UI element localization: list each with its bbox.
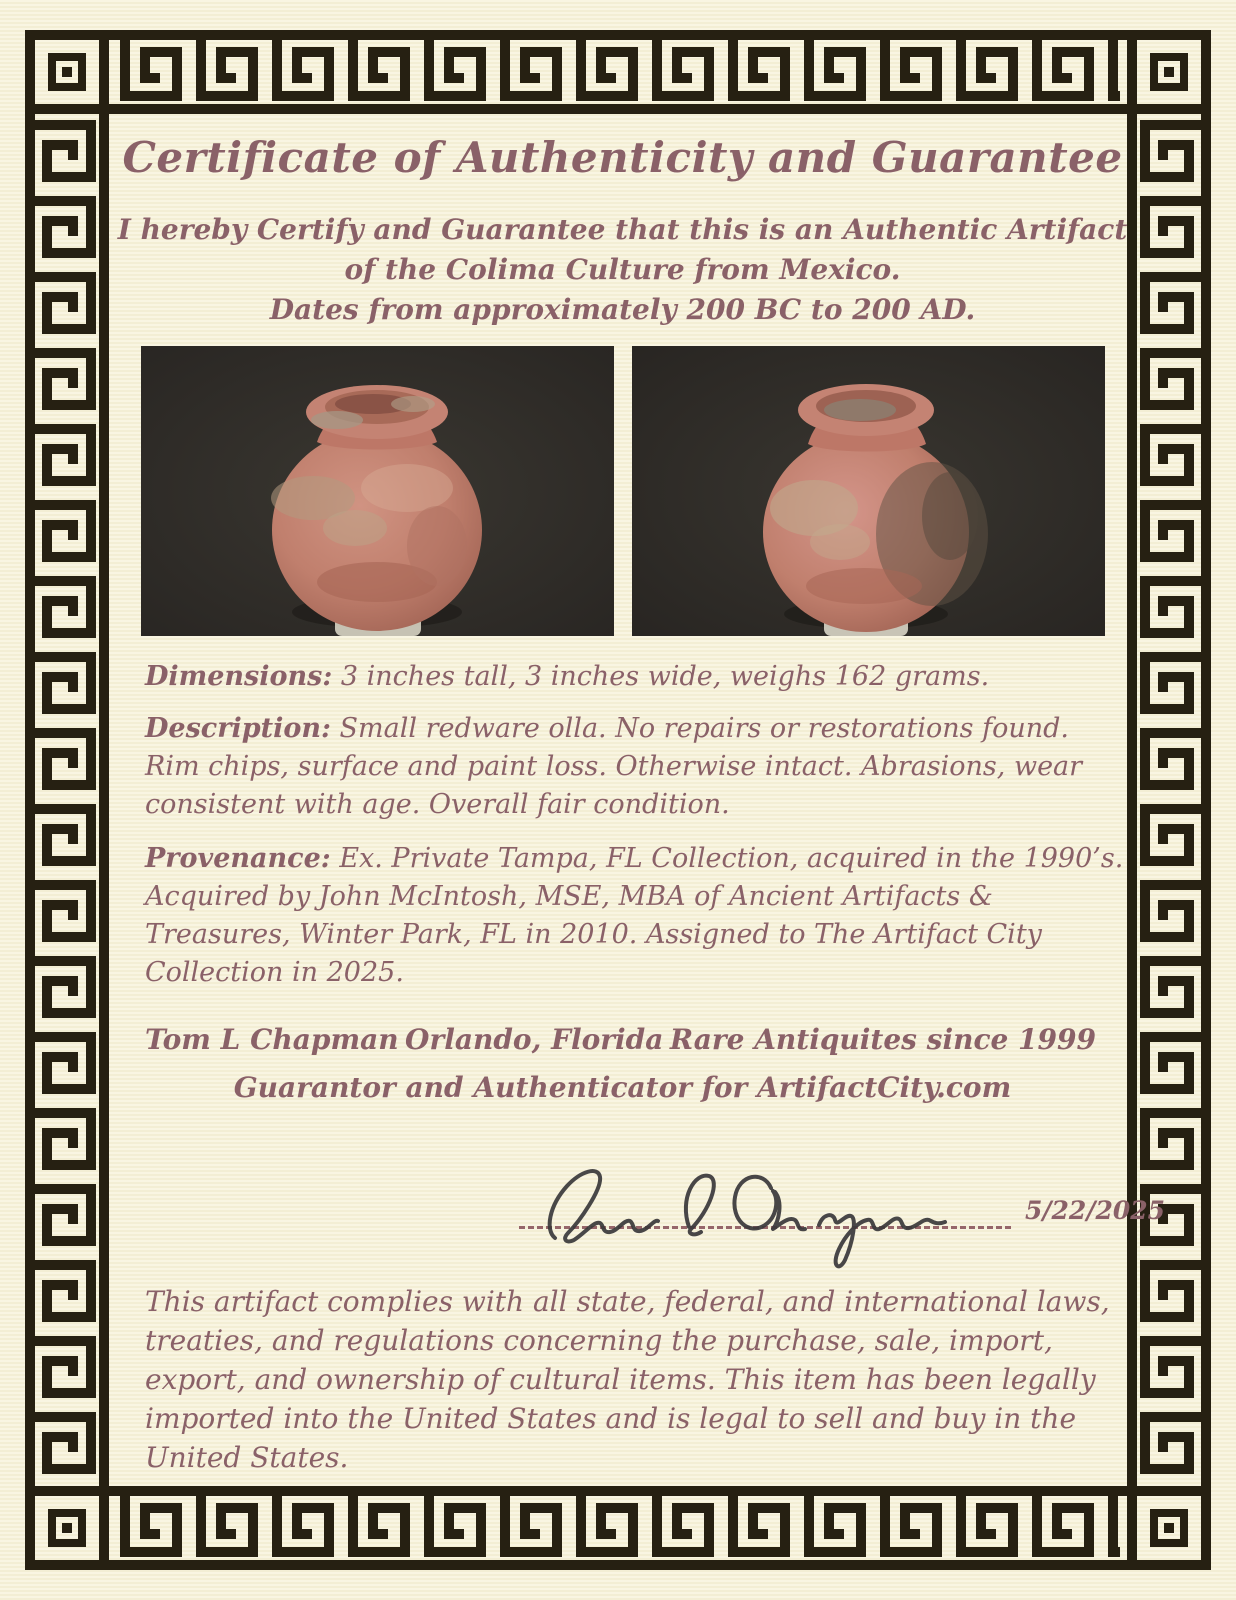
artifact-photo-front — [141, 346, 614, 636]
description-label: Description: — [145, 713, 331, 744]
signature-block — [109, 1134, 1166, 1274]
certificate-content — [109, 114, 1166, 1490]
corner-square-bottom-left — [30, 1491, 104, 1565]
provenance-paragraph — [145, 840, 1124, 992]
description-text: Small redware olla. No repairs or restorations found. Rim chips, surface and paint loss. Otherwise intact. Abrasions, wear consistent with age. Overall fair condition. — [145, 713, 1083, 820]
provenance-text: Ex. Private Tampa, FL Collection, acquired in the 1990’s. Acquired by John McIntosh, MSE, MBA of Ancient Artifacts & Treasures, Winter Park, FL in 2010. Assigned to The Artifact City Collection in 2025. — [145, 843, 1124, 988]
corner-square-bottom-right — [1132, 1491, 1206, 1565]
statement-line-3: Dates from approximately 200 BC to 200 AD. — [269, 293, 976, 326]
dimensions-label: Dimensions: — [145, 661, 333, 692]
statement-line-2: of the Colima Culture from Mexico. — [344, 253, 901, 286]
certification-statement — [109, 210, 1136, 330]
description-paragraph — [145, 710, 1124, 824]
certificate-title: Certificate of Authenticity and Guarantee — [122, 133, 1123, 182]
signatory-tagline: Rare Antiquites since 1999 — [669, 1023, 1096, 1056]
dimensions-line — [145, 658, 1124, 696]
meander-strip-right — [1137, 116, 1201, 1484]
signatory-location: Orlando, Florida — [405, 1023, 664, 1056]
artifact-photos-row — [109, 346, 1136, 636]
meander-strip-top — [116, 40, 1120, 104]
signatory-name: Tom L Chapman — [145, 1023, 399, 1056]
meander-strip-left — [35, 116, 99, 1484]
artifact-photo-reverse — [632, 346, 1105, 636]
statement-line-1: I hereby Certify and Guarantee that this is an Authentic Artifact — [117, 213, 1128, 246]
handwritten-signature — [537, 1126, 977, 1276]
signature-date: 5/22/2025 — [1025, 1196, 1166, 1225]
dimensions-text: 3 inches tall, 3 inches wide, weighs 162 grams. — [332, 661, 990, 692]
signatory-info-row — [145, 1022, 1096, 1058]
meander-strip-bottom — [116, 1496, 1120, 1560]
corner-square-top-right — [1132, 35, 1206, 109]
legal-compliance-paragraph: This artifact complies with all state, federal, and international laws, treaties, and regulations concerning the purchase, sale, import, export, and ownership of cultural items. This item has been legally imported into the United States and is legal to sell and buy in the United States. — [145, 1285, 1110, 1474]
guarantor-role-line: Guarantor and Authenticator for ArtifactCity.com — [233, 1071, 1012, 1104]
corner-square-top-left — [30, 35, 104, 109]
provenance-label: Provenance: — [145, 843, 331, 874]
